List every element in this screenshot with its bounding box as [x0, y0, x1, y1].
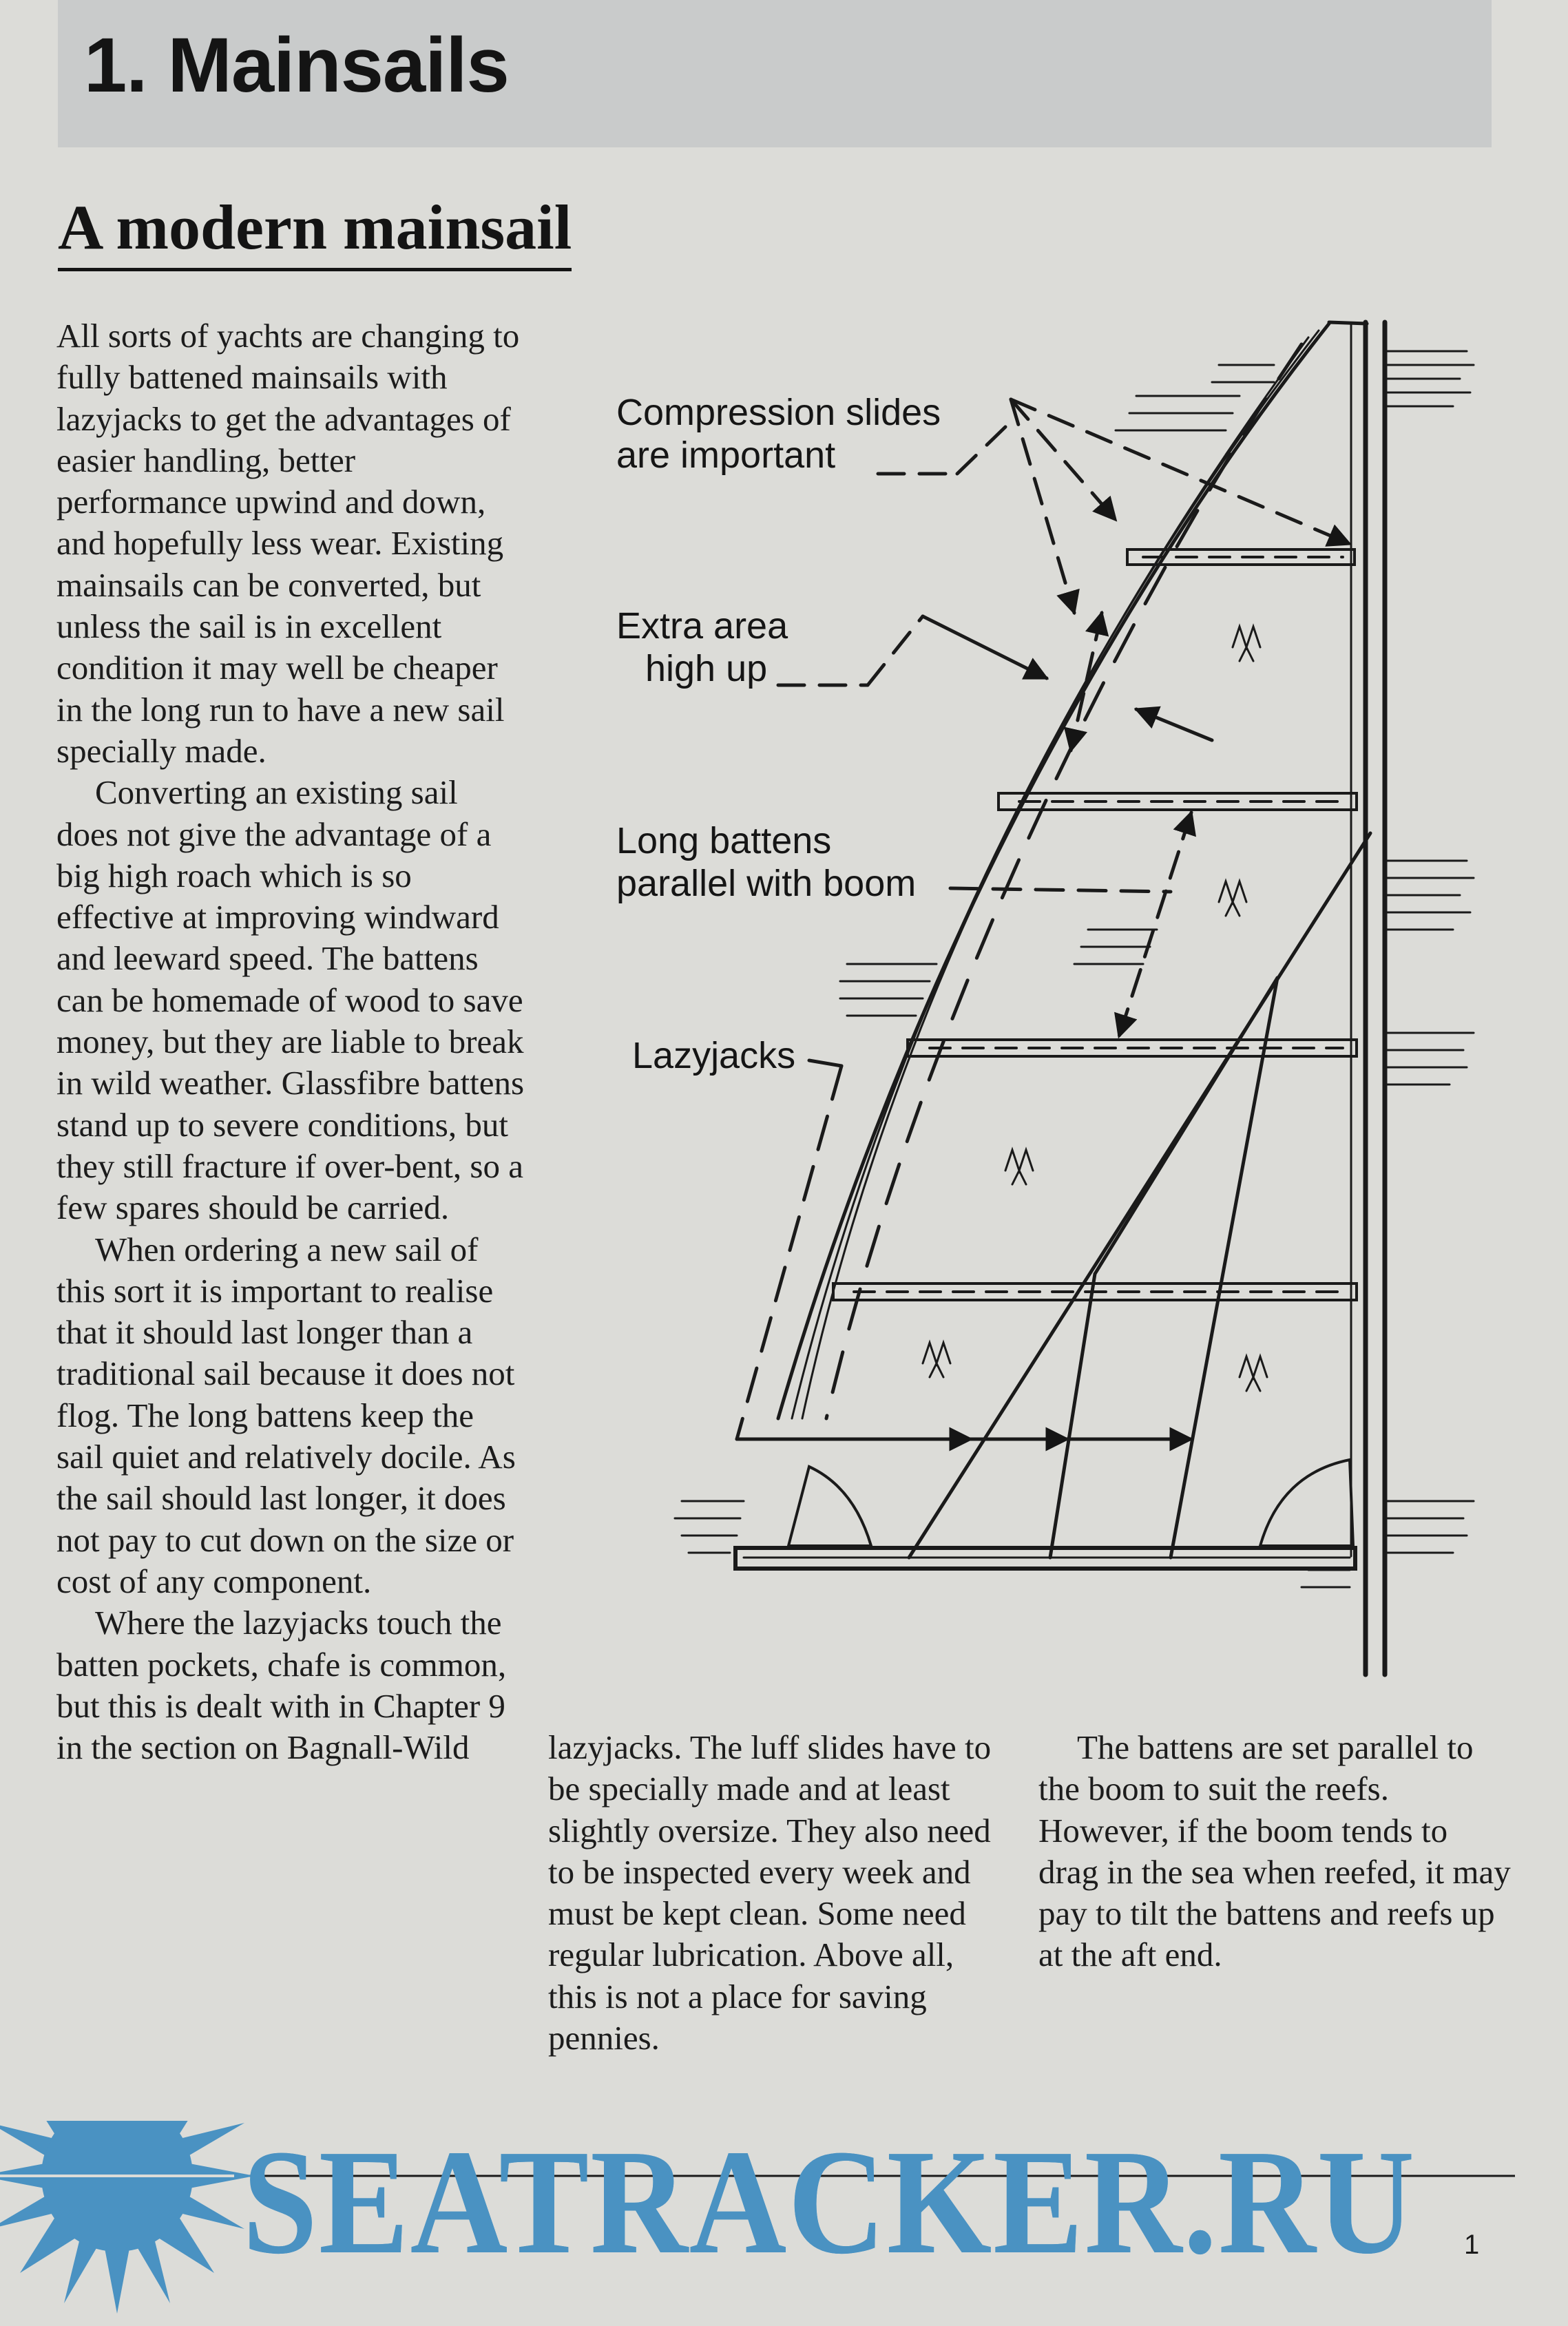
lazyjacks-lines	[909, 833, 1370, 1558]
label-line: are important	[616, 434, 836, 476]
label-line: Compression slides	[616, 392, 941, 433]
paragraph: All sorts of yachts are changing to fully battened mainsails with lazyjacks to get the advantages of easier handling, better performance upwind and down, and hopefully less wear. Existing mainsails can be converted, but unless the sail is in excellent condition it may well be cheaper in the long run to have a new sail specially made.	[56, 317, 520, 770]
paragraph: Converting an existing sail does not give the advantage of a big high roach which is so effective at improving windward and leeward speed. The battens can be homemade of wood to save money, but they are liable to break in wild weather. Glassfibre battens stand up to severe conditions, but they still fracture if over-bent, so a few spares should be carried.	[56, 773, 525, 1227]
tack-fitting	[788, 1467, 871, 1546]
label-line: Extra area	[616, 605, 788, 647]
watermark-text: SEATRACKER.RU	[242, 2119, 1417, 2285]
label-line: Long battens	[616, 820, 832, 861]
text-column-2	[548, 1727, 1010, 2059]
chapter-title: 1. Mainsails	[84, 22, 509, 108]
paragraph: lazyjacks. The luff slides have to be specially made and at least slightly oversize. They also need to be inspected every week and must be kept clean. Some need regular lubrication. Above all, this is not a place for saving pennies.	[548, 1728, 992, 2057]
label-line: parallel with boom	[616, 863, 917, 904]
section-title: A modern mainsail	[58, 193, 572, 271]
clew-fitting	[1260, 1460, 1353, 1546]
label-line: high up	[645, 648, 768, 689]
text-column-3	[1038, 1727, 1514, 1976]
paragraph: When ordering a new sail of this sort it is important to realise that it should last longer than a traditional sail because it does not flog. The long battens keep the sail quiet and relatively docile. As the sail should last longer, it does not pay to cut down on the size or cost of any component.	[56, 1230, 516, 1600]
paragraph: The battens are set parallel to the boom to suit the reefs. However, if the boom tends to drag in the sea when reefed, it may pay to tilt the battens and reefs up at the aft end.	[1038, 1728, 1511, 1974]
label-long-battens	[616, 819, 916, 905]
label-compression-slides	[616, 391, 941, 476]
label-lazyjacks: Lazyjacks	[632, 1035, 796, 1076]
battens	[833, 549, 1357, 1300]
page-number: 1	[1464, 2230, 1480, 2260]
label-extra-area	[616, 605, 788, 690]
paragraph: Where the lazyjacks touch the batten pockets, chafe is common, but this is dealt with in Chapter 9 in the section on Bagnall-Wild	[56, 1604, 507, 1767]
